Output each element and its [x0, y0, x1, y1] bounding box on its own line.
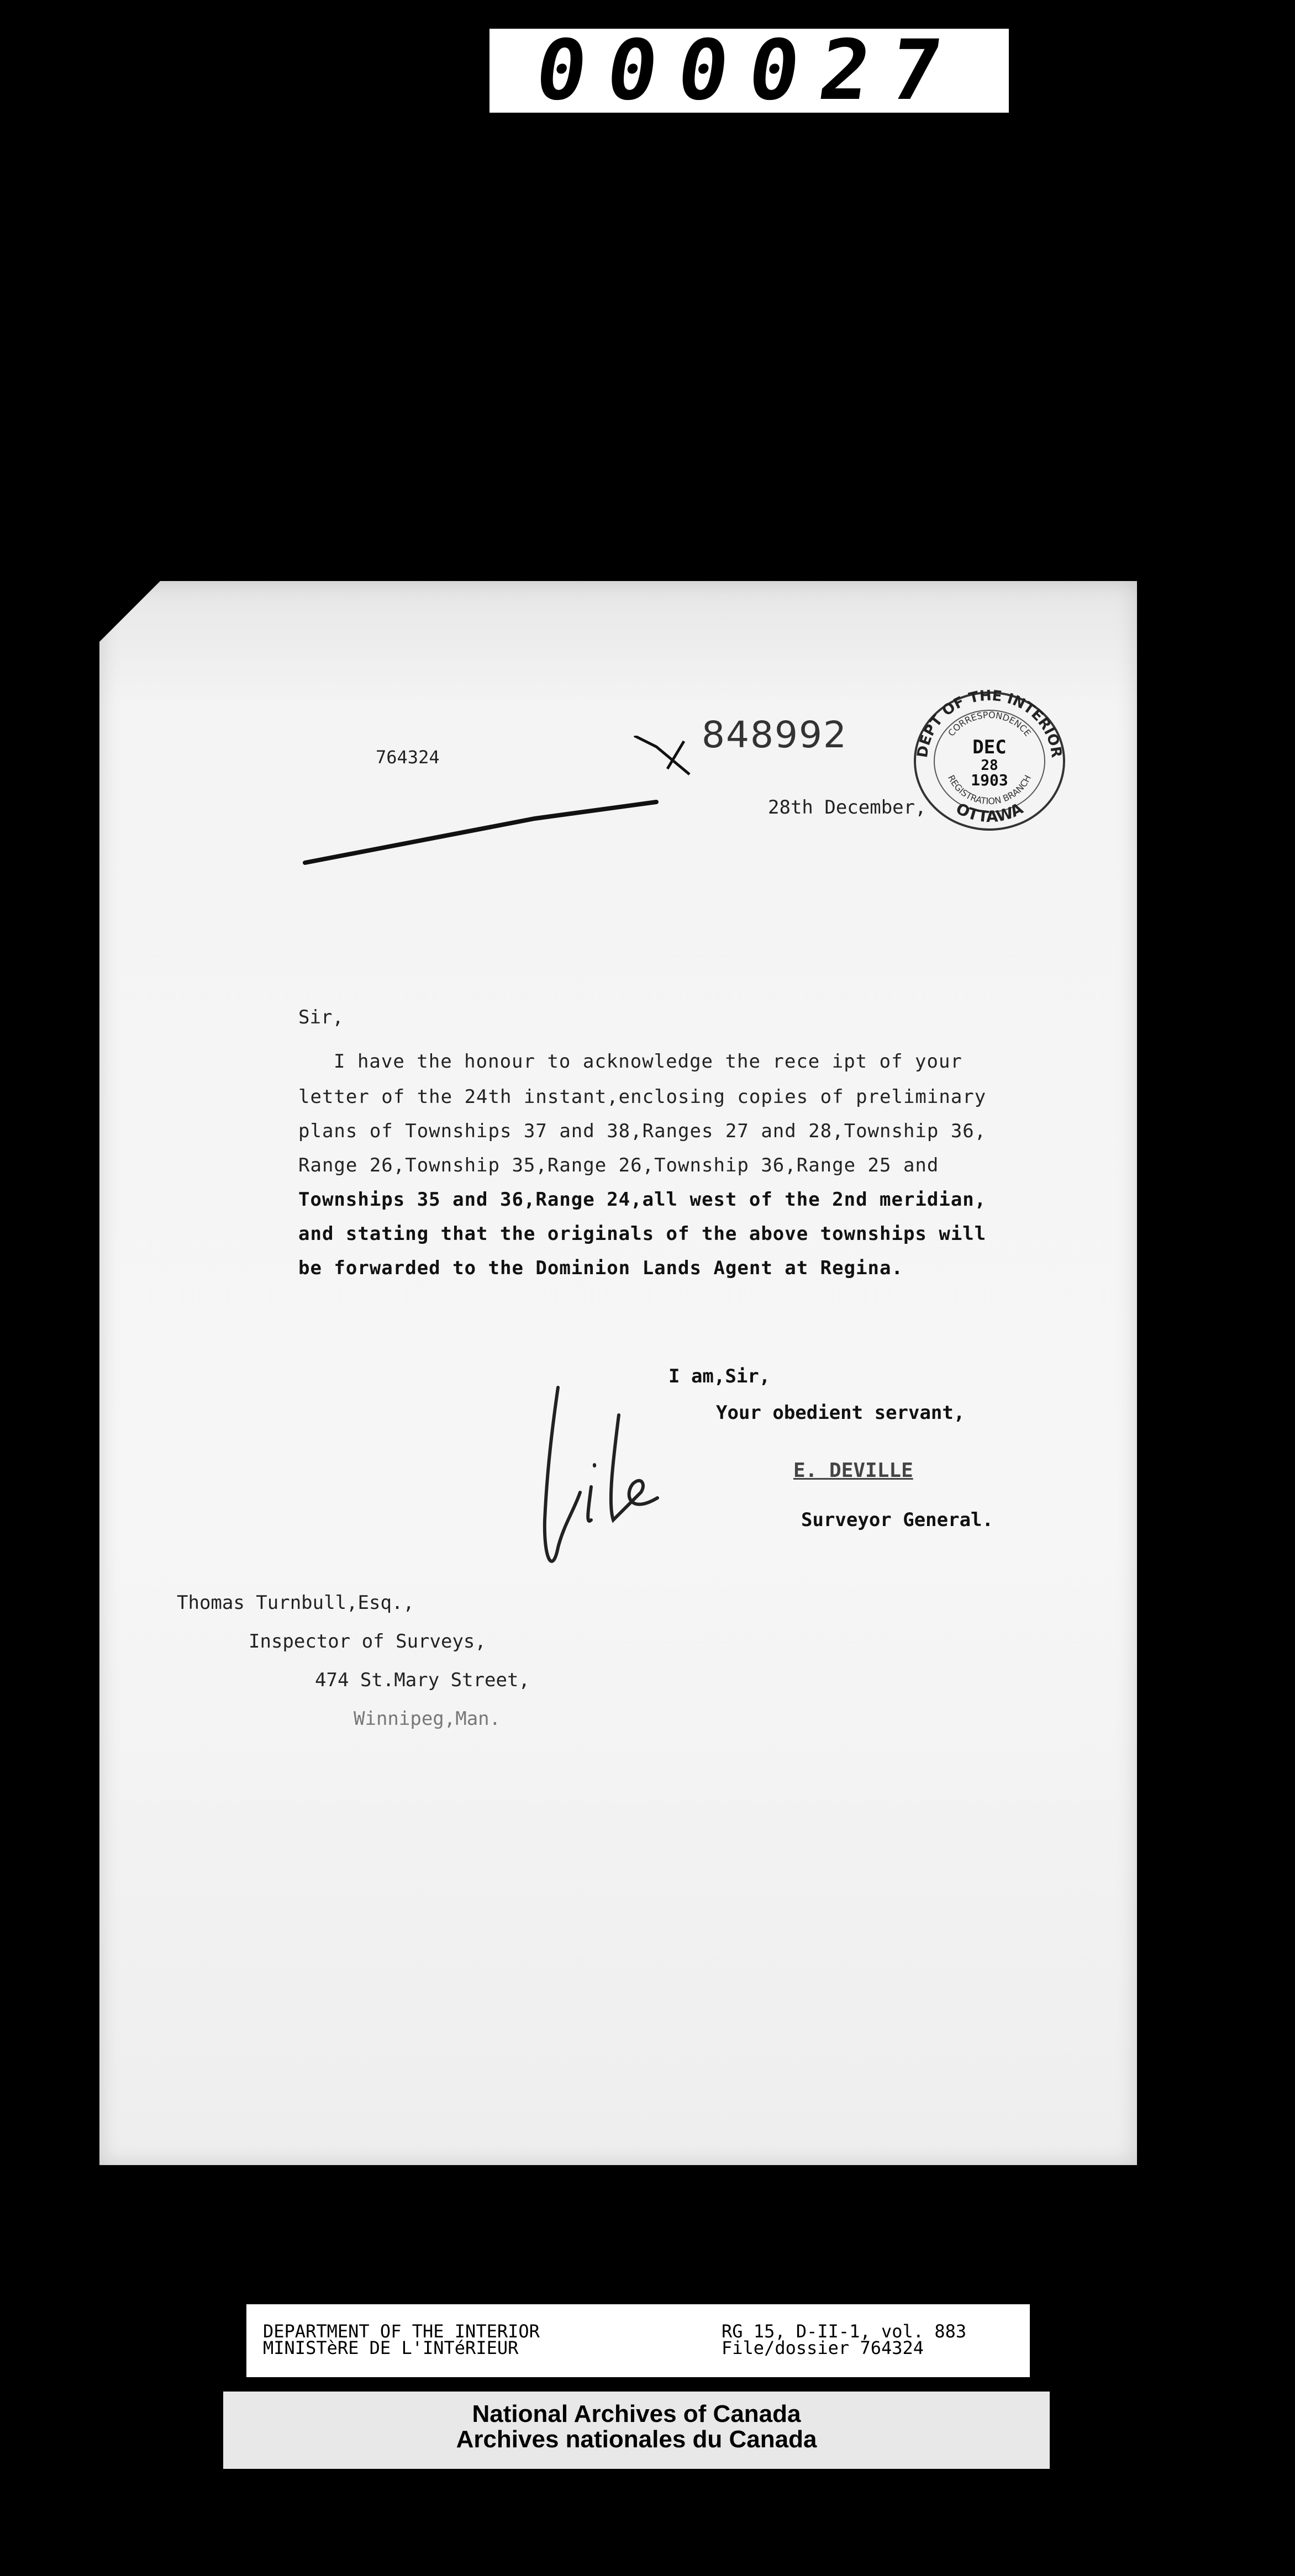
stamp-line2: CORRESPONDENCE	[946, 709, 1033, 738]
address-line: Inspector of Surveys,	[249, 1630, 486, 1653]
correspondence-stamp	[910, 689, 1068, 833]
archives-label	[223, 2392, 1050, 2469]
signature-title: Surveyor General.	[801, 1509, 993, 1531]
stamp-year: 1903	[971, 771, 1008, 789]
address-line: Thomas Turnbull,Esq.,	[177, 1592, 414, 1614]
body-line: letter of the 24th instant,enclosing copies of preliminary	[298, 1086, 987, 1108]
file-dossier-reference: File/dossier 764324	[722, 2337, 924, 2358]
closing-servant: Your obedient servant,	[716, 1402, 965, 1424]
stamp-line3: REGISTRATION BRANCH	[945, 773, 1034, 807]
body-line: Range 26,Township 35,Range 26,Township 36,Range 25 and	[298, 1154, 939, 1176]
archives-name-en: National Archives of Canada	[472, 2400, 801, 2427]
letter-date: 28th December,	[768, 796, 926, 819]
signature-name: E. DEVILLE	[793, 1459, 913, 1482]
frame-number-label	[489, 23, 1009, 119]
registry-number: 848992	[702, 714, 847, 756]
department-en: DEPARTMENT OF THE INTERIOR	[263, 2321, 540, 2342]
stamp-line1: DEPT OF THE INTERIOR	[914, 689, 1065, 759]
salutation: Sir,	[298, 1006, 344, 1028]
letter-page	[99, 581, 1137, 2165]
svg-text:CORRESPONDENCE	[946, 710, 1033, 738]
body-line: be forwarded to the Dominion Lands Agent at Regina.	[298, 1257, 903, 1279]
department-fr: MINISTèRE DE L'INTéRIEUR	[263, 2337, 519, 2358]
stamp-day: 28	[981, 757, 998, 774]
folded-corner	[99, 581, 160, 642]
strike-through-mark	[303, 736, 756, 896]
handwritten-file-note	[492, 1382, 668, 1614]
archive-reference-label	[246, 2304, 1030, 2377]
stamp-month: DEC	[972, 736, 1007, 758]
frame-number: 000027	[529, 23, 969, 119]
file-number: 764324	[376, 747, 440, 768]
archives-name-fr: Archives nationales du Canada	[456, 2426, 817, 2453]
address-line: Winnipeg,Man.	[354, 1708, 501, 1730]
address-line: 474 St.Mary Street,	[315, 1669, 530, 1691]
closing: I am,Sir,	[668, 1365, 771, 1387]
body-line: I have the honour to acknowledge the rece ipt of your	[334, 1051, 962, 1073]
body-line: plans of Townships 37 and 38,Ranges 27 and 28,Township 36,	[298, 1120, 987, 1142]
body-line: Townships 35 and 36,Range 24,all west of the 2nd meridian,	[298, 1189, 987, 1211]
stamp-city: OTTAWA	[952, 799, 1026, 826]
body-line: and stating that the originals of the above townships will	[298, 1223, 987, 1245]
record-group-reference: RG 15, D-II-1, vol. 883	[722, 2321, 967, 2342]
